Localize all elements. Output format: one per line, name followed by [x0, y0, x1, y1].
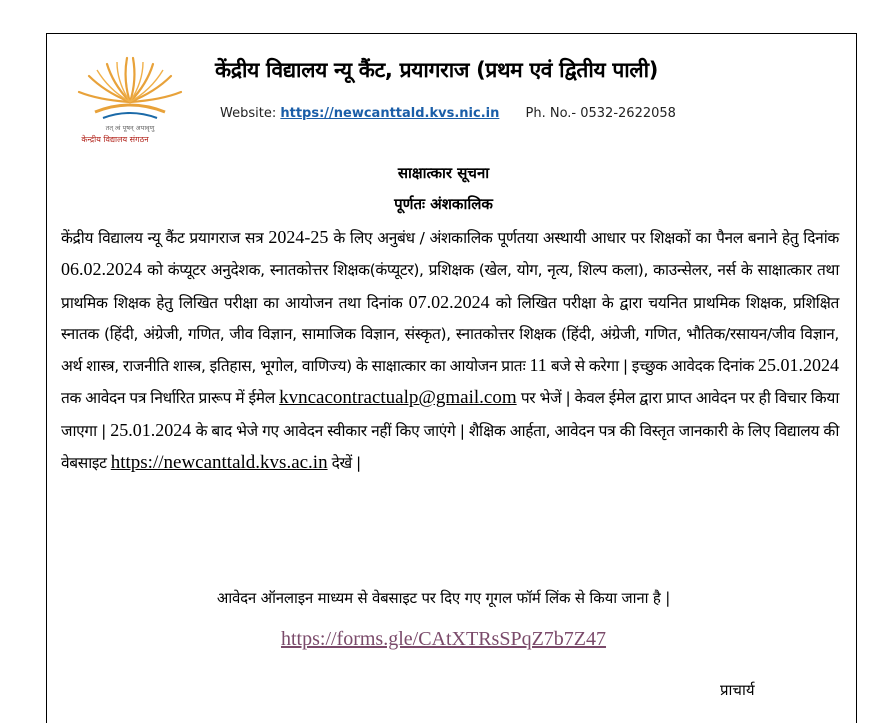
signature-principal: प्राचार्य: [720, 681, 755, 699]
logo-motto: तत् त्वं पूषन् अपावृणु: [105, 124, 155, 132]
google-form-link[interactable]: https://forms.gle/CAtXTRsSPqZ7b7Z47: [280, 628, 607, 650]
date-interview-2: 07.02.2024: [408, 291, 490, 312]
kvs-sun-emblem-icon: [65, 40, 195, 150]
body-text-4: को लिखित परीक्षा के द्वारा चयनित प्राथमिक शिक्षक, प्रशिक्षित स्नातक (हिंदी, अंग्रेजी, गणित, जीव विज्ञान, सामाजिक विज्ञान, संस्कृत), स्नातकोत्तर शिक्षक (हिंदी, अंग्रेजी, गणित, भौतिक/रसायन/जीव विज्ञान, अर्थ शास्त्र, राजनीति शास्त्र, इतिहास, भूगोल, वाणिज्य) के साक्षात्कार का आयोजन प्रातः: [61, 293, 839, 376]
session: 2024-25: [268, 227, 329, 247]
school-website-link[interactable]: https://newcanttald.kvs.ac.in: [110, 452, 328, 474]
body-text-9: देखें |: [327, 454, 361, 473]
phone-number: Ph. No.- 0532-2622058: [525, 106, 676, 121]
website-label: Website:: [220, 106, 277, 121]
online-application-note: आवेदन ऑनलाइन माध्यम से वेबसाइट पर दिए गए गूगल फॉर्म लिंक से किया जाना है |: [216, 589, 671, 607]
body-text-3: को कंप्यूटर अनुदेशक, स्नातकोत्तर शिक्षक(कंप्यूटर), प्रशिक्षक (खेल, योग, नृत्य, शिल्प कला), काउन्सेलर, नर्स के साक्षात्कार तथा प्राथमिक शिक्षक हेतु लिखित परीक्षा का आयोजन तथा दिनांक: [61, 261, 839, 312]
deadline-repeat: 25.01.2024: [110, 419, 192, 440]
application-deadline: 25.01.2024: [758, 355, 839, 376]
body-text-7: पर भेजें | केवल ईमेल द्वारा प्राप्त आवेदन पर ही विचार किया जाएगा |: [61, 389, 839, 440]
body-text-5: बजे से करेगा | इच्छुक आवेदक दिनांक: [546, 357, 758, 376]
website-link[interactable]: https://newcanttald.kvs.nic.in: [280, 106, 500, 121]
kvs-logo: [65, 40, 195, 150]
interview-time: 11: [529, 355, 547, 376]
notice-body: [61, 222, 839, 479]
body-text-2: के लिए अनुबंध / अंशकालिक पूर्णतया अस्थायी आधार पर शिक्षकों का पैनल बनाने हेतु दिनांक: [328, 229, 839, 247]
logo-caption: केन्द्रीय विद्यालय संगठन: [81, 135, 149, 144]
body-text-8: के बाद भेजे गए आवेदन स्वीकार नहीं किए जाएंगे | शैक्षिक आर्हता, आवेदन पत्र की विस्तृत जानकारी के लिए विद्यालय की वेबसाइट: [61, 421, 839, 473]
notice-subtitle: पूर्णतः अंशकालिक: [394, 195, 493, 213]
school-name: केंद्रीय विद्यालय न्यू कैंट, प्रयागराज (प्रथम एवं द्वितीय पाली): [215, 58, 659, 82]
notice-title: साक्षात्कार सूचना: [397, 164, 490, 182]
contact-line: [220, 106, 676, 121]
body-text-1: केंद्रीय विद्यालय न्यू कैंट प्रयागराज सत्र: [61, 229, 269, 247]
application-email-link[interactable]: kvncacontractualp@gmail.com: [279, 387, 517, 409]
body-text-6: तक आवेदन पत्र निर्धारित प्रारूप में ईमेल: [61, 389, 280, 408]
date-interview-1: 06.02.2024: [61, 259, 142, 280]
